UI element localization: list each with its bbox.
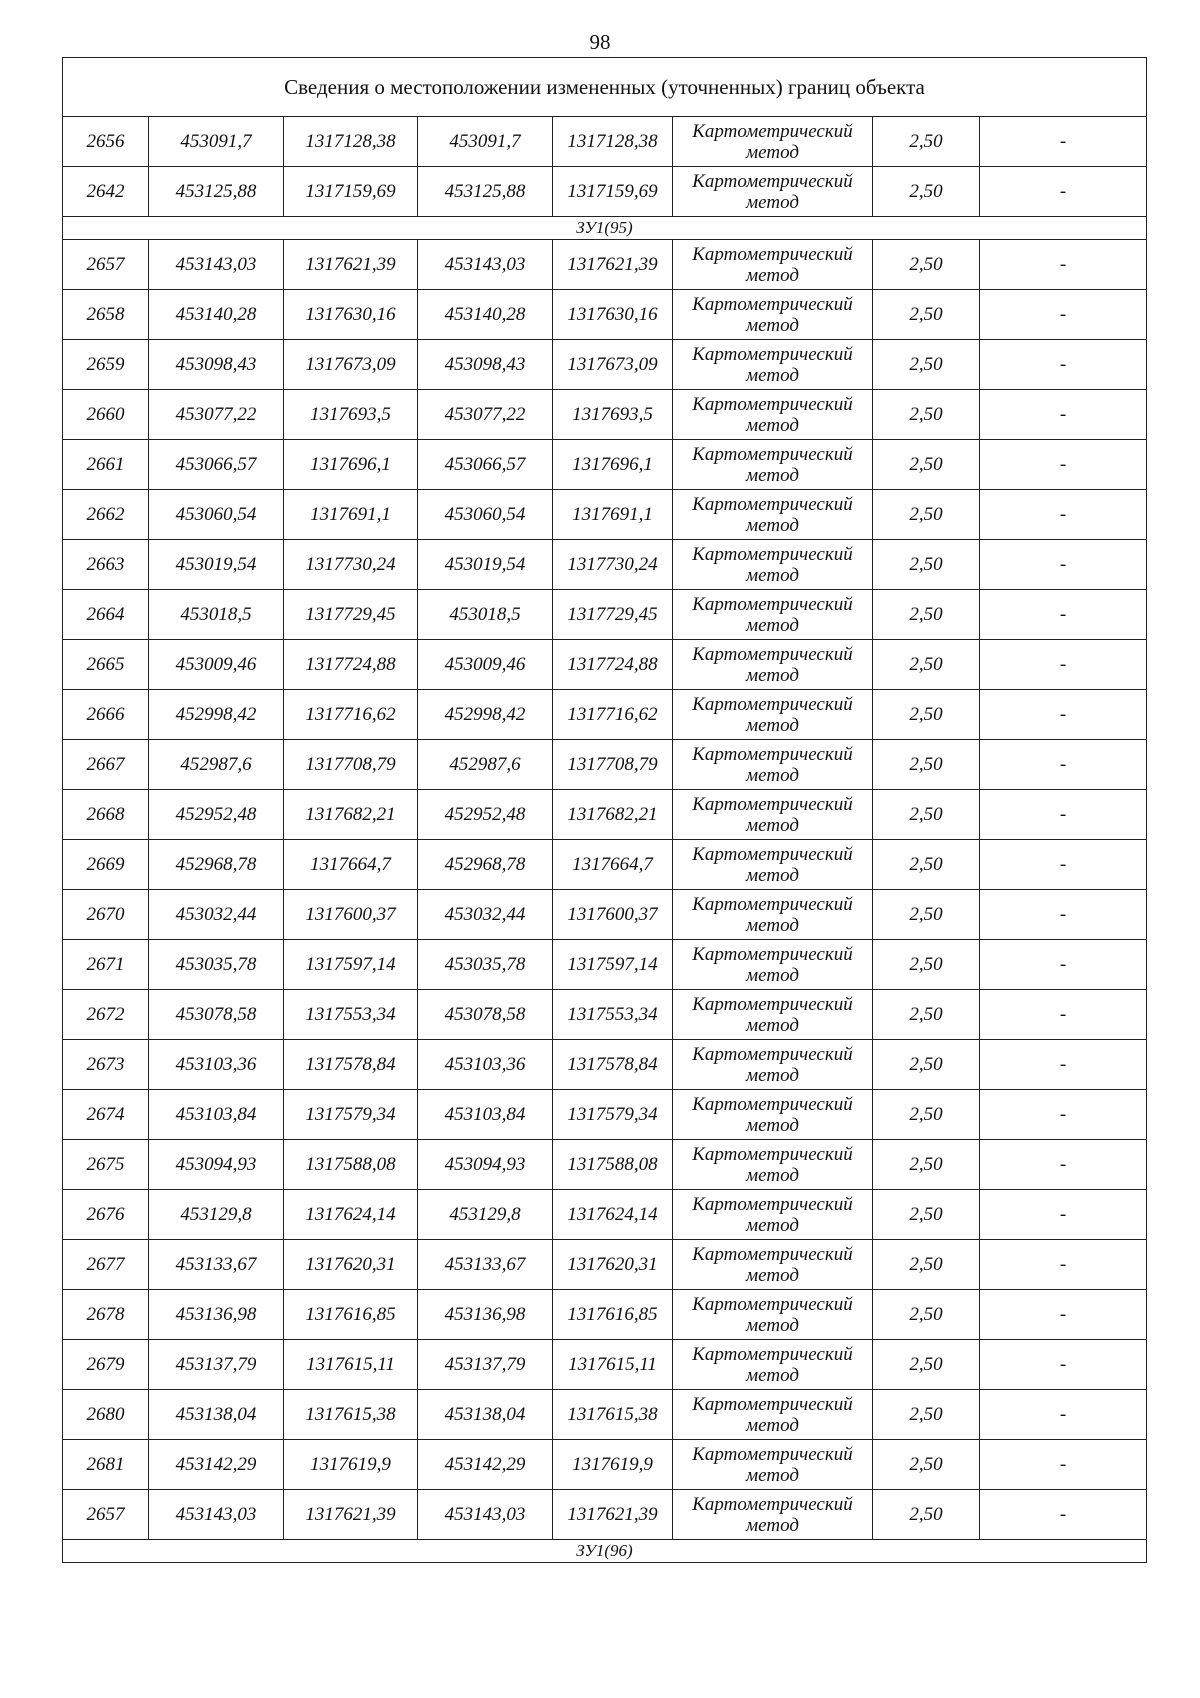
point-number-cell: 2674 — [63, 1090, 149, 1140]
accuracy-cell: 2,50 — [873, 340, 980, 390]
x-refined-cell: 453032,44 — [418, 890, 553, 940]
x-refined-cell: 452952,48 — [418, 790, 553, 840]
point-number-cell: 2662 — [63, 490, 149, 540]
accuracy-cell: 2,50 — [873, 590, 980, 640]
description-cell: - — [980, 1290, 1147, 1340]
page-number: 98 — [589, 30, 611, 54]
x-existing-cell: 453035,78 — [149, 940, 284, 990]
table-title: Сведения о местоположении измененных (уточненных) границ объекта — [63, 58, 1147, 117]
y-existing-cell: 1317724,88 — [284, 640, 418, 690]
determination-method-cell: Картометрический метод — [673, 840, 873, 890]
determination-method-cell: Картометрический метод — [673, 117, 873, 167]
x-existing-cell: 453140,28 — [149, 290, 284, 340]
point-number-cell: 2657 — [63, 240, 149, 290]
y-refined-cell: 1317724,88 — [553, 640, 673, 690]
determination-method-cell: Картометрический метод — [673, 540, 873, 590]
table-row — [63, 540, 1147, 590]
description-cell: - — [980, 340, 1147, 390]
y-existing-cell: 1317600,37 — [284, 890, 418, 940]
table-row — [63, 840, 1147, 890]
y-existing-cell: 1317159,69 — [284, 167, 418, 217]
table-row — [63, 640, 1147, 690]
accuracy-cell: 2,50 — [873, 1440, 980, 1490]
accuracy-cell: 2,50 — [873, 990, 980, 1040]
determination-method-cell: Картометрический метод — [673, 590, 873, 640]
point-number-cell: 2680 — [63, 1390, 149, 1440]
table-row — [63, 790, 1147, 840]
y-refined-cell: 1317729,45 — [553, 590, 673, 640]
y-refined-cell: 1317578,84 — [553, 1040, 673, 1090]
y-refined-cell: 1317579,34 — [553, 1090, 673, 1140]
y-existing-cell: 1317624,14 — [284, 1190, 418, 1240]
x-refined-cell: 453133,67 — [418, 1240, 553, 1290]
accuracy-cell: 2,50 — [873, 117, 980, 167]
x-existing-cell: 453103,84 — [149, 1090, 284, 1140]
table-row — [63, 590, 1147, 640]
description-cell: - — [980, 290, 1147, 340]
x-existing-cell: 453019,54 — [149, 540, 284, 590]
x-refined-cell: 453136,98 — [418, 1290, 553, 1340]
y-refined-cell: 1317621,39 — [553, 1490, 673, 1540]
point-number-cell: 2679 — [63, 1340, 149, 1390]
y-existing-cell: 1317729,45 — [284, 590, 418, 640]
x-refined-cell: 452968,78 — [418, 840, 553, 890]
description-cell: - — [980, 890, 1147, 940]
x-refined-cell: 453091,7 — [418, 117, 553, 167]
y-existing-cell: 1317730,24 — [284, 540, 418, 590]
point-number-cell: 2672 — [63, 990, 149, 1040]
table-row — [63, 1240, 1147, 1290]
point-number-cell: 2663 — [63, 540, 149, 590]
section-label: ЗУ1(95) — [63, 217, 1147, 240]
description-cell: - — [980, 117, 1147, 167]
y-refined-cell: 1317630,16 — [553, 290, 673, 340]
point-number-cell: 2642 — [63, 167, 149, 217]
y-existing-cell: 1317621,39 — [284, 1490, 418, 1540]
y-refined-cell: 1317615,38 — [553, 1390, 673, 1440]
point-number-cell: 2677 — [63, 1240, 149, 1290]
point-number-cell: 2678 — [63, 1290, 149, 1340]
description-cell: - — [980, 1190, 1147, 1240]
determination-method-cell: Картометрический метод — [673, 1390, 873, 1440]
point-number-cell: 2659 — [63, 340, 149, 390]
table-row — [63, 290, 1147, 340]
point-number-cell: 2671 — [63, 940, 149, 990]
y-refined-cell: 1317708,79 — [553, 740, 673, 790]
x-existing-cell: 453103,36 — [149, 1040, 284, 1090]
determination-method-cell: Картометрический метод — [673, 490, 873, 540]
x-existing-cell: 453091,7 — [149, 117, 284, 167]
y-refined-cell: 1317615,11 — [553, 1340, 673, 1390]
point-number-cell: 2660 — [63, 390, 149, 440]
determination-method-cell: Картометрический метод — [673, 1040, 873, 1090]
x-existing-cell: 453009,46 — [149, 640, 284, 690]
accuracy-cell: 2,50 — [873, 690, 980, 740]
table-row — [63, 1440, 1147, 1490]
determination-method-cell: Картометрический метод — [673, 1090, 873, 1140]
determination-method-cell: Картометрический метод — [673, 890, 873, 940]
x-existing-cell: 453077,22 — [149, 390, 284, 440]
boundary-coordinates-table — [62, 57, 1147, 1563]
x-refined-cell: 453143,03 — [418, 1490, 553, 1540]
description-cell: - — [980, 590, 1147, 640]
accuracy-cell: 2,50 — [873, 390, 980, 440]
table-row — [63, 240, 1147, 290]
point-number-cell: 2664 — [63, 590, 149, 640]
y-refined-cell: 1317616,85 — [553, 1290, 673, 1340]
x-refined-cell: 453142,29 — [418, 1440, 553, 1490]
x-refined-cell: 453137,79 — [418, 1340, 553, 1390]
determination-method-cell: Картометрический метод — [673, 990, 873, 1040]
accuracy-cell: 2,50 — [873, 540, 980, 590]
x-existing-cell: 453142,29 — [149, 1440, 284, 1490]
y-existing-cell: 1317696,1 — [284, 440, 418, 490]
determination-method-cell: Картометрический метод — [673, 1240, 873, 1290]
y-existing-cell: 1317708,79 — [284, 740, 418, 790]
x-existing-cell: 453060,54 — [149, 490, 284, 540]
determination-method-cell: Картометрический метод — [673, 290, 873, 340]
table-row — [63, 1190, 1147, 1240]
x-existing-cell: 453018,5 — [149, 590, 284, 640]
determination-method-cell: Картометрический метод — [673, 167, 873, 217]
table-row — [63, 740, 1147, 790]
determination-method-cell: Картометрический метод — [673, 790, 873, 840]
y-existing-cell: 1317621,39 — [284, 240, 418, 290]
accuracy-cell: 2,50 — [873, 790, 980, 840]
description-cell: - — [980, 1390, 1147, 1440]
table-row — [63, 1490, 1147, 1540]
description-cell: - — [980, 840, 1147, 890]
x-refined-cell: 453060,54 — [418, 490, 553, 540]
table-row — [63, 990, 1147, 1040]
y-refined-cell: 1317128,38 — [553, 117, 673, 167]
determination-method-cell: Картометрический метод — [673, 1140, 873, 1190]
table-row — [63, 1040, 1147, 1090]
description-cell: - — [980, 1340, 1147, 1390]
x-refined-cell: 452998,42 — [418, 690, 553, 740]
table-row — [63, 1340, 1147, 1390]
x-refined-cell: 453019,54 — [418, 540, 553, 590]
point-number-cell: 2675 — [63, 1140, 149, 1190]
determination-method-cell: Картометрический метод — [673, 640, 873, 690]
accuracy-cell: 2,50 — [873, 1290, 980, 1340]
x-refined-cell: 453129,8 — [418, 1190, 553, 1240]
table-row — [63, 1290, 1147, 1340]
section-row — [63, 1540, 1147, 1563]
y-refined-cell: 1317620,31 — [553, 1240, 673, 1290]
description-cell: - — [980, 1040, 1147, 1090]
description-cell: - — [980, 990, 1147, 1040]
y-refined-cell: 1317664,7 — [553, 840, 673, 890]
x-refined-cell: 453138,04 — [418, 1390, 553, 1440]
y-existing-cell: 1317693,5 — [284, 390, 418, 440]
determination-method-cell: Картометрический метод — [673, 440, 873, 490]
y-refined-cell: 1317693,5 — [553, 390, 673, 440]
point-number-cell: 2656 — [63, 117, 149, 167]
description-cell: - — [980, 240, 1147, 290]
accuracy-cell: 2,50 — [873, 240, 980, 290]
table-row — [63, 490, 1147, 540]
determination-method-cell: Картометрический метод — [673, 240, 873, 290]
y-refined-cell: 1317597,14 — [553, 940, 673, 990]
x-refined-cell: 453103,36 — [418, 1040, 553, 1090]
description-cell: - — [980, 540, 1147, 590]
x-refined-cell: 453094,93 — [418, 1140, 553, 1190]
determination-method-cell: Картометрический метод — [673, 1440, 873, 1490]
point-number-cell: 2669 — [63, 840, 149, 890]
x-existing-cell: 452968,78 — [149, 840, 284, 890]
accuracy-cell: 2,50 — [873, 1240, 980, 1290]
description-cell: - — [980, 167, 1147, 217]
description-cell: - — [980, 1090, 1147, 1140]
x-existing-cell: 453129,8 — [149, 1190, 284, 1240]
description-cell: - — [980, 490, 1147, 540]
x-existing-cell: 453133,67 — [149, 1240, 284, 1290]
determination-method-cell: Картометрический метод — [673, 340, 873, 390]
y-existing-cell: 1317615,11 — [284, 1340, 418, 1390]
y-refined-cell: 1317730,24 — [553, 540, 673, 590]
accuracy-cell: 2,50 — [873, 740, 980, 790]
accuracy-cell: 2,50 — [873, 290, 980, 340]
accuracy-cell: 2,50 — [873, 840, 980, 890]
y-existing-cell: 1317716,62 — [284, 690, 418, 740]
accuracy-cell: 2,50 — [873, 1040, 980, 1090]
y-existing-cell: 1317673,09 — [284, 340, 418, 390]
x-refined-cell: 453143,03 — [418, 240, 553, 290]
x-existing-cell: 453137,79 — [149, 1340, 284, 1390]
description-cell: - — [980, 940, 1147, 990]
x-existing-cell: 453094,93 — [149, 1140, 284, 1190]
point-number-cell: 2661 — [63, 440, 149, 490]
table-row — [63, 167, 1147, 217]
y-existing-cell: 1317630,16 — [284, 290, 418, 340]
point-number-cell: 2673 — [63, 1040, 149, 1090]
y-existing-cell: 1317579,34 — [284, 1090, 418, 1140]
description-cell: - — [980, 640, 1147, 690]
y-existing-cell: 1317615,38 — [284, 1390, 418, 1440]
x-existing-cell: 453138,04 — [149, 1390, 284, 1440]
x-existing-cell: 453143,03 — [149, 1490, 284, 1540]
determination-method-cell: Картометрический метод — [673, 1340, 873, 1390]
x-existing-cell: 453032,44 — [149, 890, 284, 940]
table-row — [63, 340, 1147, 390]
accuracy-cell: 2,50 — [873, 490, 980, 540]
table-row — [63, 1390, 1147, 1440]
accuracy-cell: 2,50 — [873, 167, 980, 217]
y-existing-cell: 1317128,38 — [284, 117, 418, 167]
y-existing-cell: 1317597,14 — [284, 940, 418, 990]
point-number-cell: 2665 — [63, 640, 149, 690]
x-refined-cell: 453077,22 — [418, 390, 553, 440]
determination-method-cell: Картометрический метод — [673, 1190, 873, 1240]
table-row — [63, 390, 1147, 440]
y-refined-cell: 1317691,1 — [553, 490, 673, 540]
accuracy-cell: 2,50 — [873, 890, 980, 940]
x-existing-cell: 453125,88 — [149, 167, 284, 217]
determination-method-cell: Картометрический метод — [673, 690, 873, 740]
y-existing-cell: 1317691,1 — [284, 490, 418, 540]
table-row — [63, 940, 1147, 990]
x-refined-cell: 453098,43 — [418, 340, 553, 390]
x-existing-cell: 453143,03 — [149, 240, 284, 290]
point-number-cell: 2670 — [63, 890, 149, 940]
table-title-row — [63, 58, 1147, 117]
determination-method-cell: Картометрический метод — [673, 740, 873, 790]
x-refined-cell: 453125,88 — [418, 167, 553, 217]
y-existing-cell: 1317553,34 — [284, 990, 418, 1040]
table-row — [63, 1090, 1147, 1140]
x-existing-cell: 452952,48 — [149, 790, 284, 840]
x-existing-cell: 453078,58 — [149, 990, 284, 1040]
x-existing-cell: 453066,57 — [149, 440, 284, 490]
point-number-cell: 2658 — [63, 290, 149, 340]
accuracy-cell: 2,50 — [873, 1090, 980, 1140]
x-refined-cell: 453035,78 — [418, 940, 553, 990]
x-refined-cell: 453078,58 — [418, 990, 553, 1040]
determination-method-cell: Картометрический метод — [673, 390, 873, 440]
y-existing-cell: 1317664,7 — [284, 840, 418, 890]
point-number-cell: 2667 — [63, 740, 149, 790]
x-refined-cell: 453103,84 — [418, 1090, 553, 1140]
point-number-cell: 2676 — [63, 1190, 149, 1240]
point-number-cell: 2657 — [63, 1490, 149, 1540]
y-refined-cell: 1317624,14 — [553, 1190, 673, 1240]
table-row — [63, 690, 1147, 740]
y-refined-cell: 1317600,37 — [553, 890, 673, 940]
section-row — [63, 217, 1147, 240]
accuracy-cell: 2,50 — [873, 1340, 980, 1390]
x-existing-cell: 452998,42 — [149, 690, 284, 740]
description-cell: - — [980, 1240, 1147, 1290]
accuracy-cell: 2,50 — [873, 1490, 980, 1540]
x-refined-cell: 452987,6 — [418, 740, 553, 790]
accuracy-cell: 2,50 — [873, 440, 980, 490]
table-row — [63, 890, 1147, 940]
description-cell: - — [980, 390, 1147, 440]
table-row — [63, 117, 1147, 167]
accuracy-cell: 2,50 — [873, 1390, 980, 1440]
y-refined-cell: 1317621,39 — [553, 240, 673, 290]
accuracy-cell: 2,50 — [873, 1190, 980, 1240]
x-refined-cell: 453066,57 — [418, 440, 553, 490]
x-existing-cell: 453136,98 — [149, 1290, 284, 1340]
description-cell: - — [980, 1490, 1147, 1540]
point-number-cell: 2668 — [63, 790, 149, 840]
y-refined-cell: 1317553,34 — [553, 990, 673, 1040]
y-refined-cell: 1317716,62 — [553, 690, 673, 740]
y-refined-cell: 1317696,1 — [553, 440, 673, 490]
accuracy-cell: 2,50 — [873, 640, 980, 690]
y-existing-cell: 1317682,21 — [284, 790, 418, 840]
description-cell: - — [980, 740, 1147, 790]
y-refined-cell: 1317619,9 — [553, 1440, 673, 1490]
y-existing-cell: 1317619,9 — [284, 1440, 418, 1490]
section-label: ЗУ1(96) — [63, 1540, 1147, 1563]
x-existing-cell: 452987,6 — [149, 740, 284, 790]
y-existing-cell: 1317616,85 — [284, 1290, 418, 1340]
description-cell: - — [980, 440, 1147, 490]
determination-method-cell: Картометрический метод — [673, 940, 873, 990]
point-number-cell: 2681 — [63, 1440, 149, 1490]
y-refined-cell: 1317682,21 — [553, 790, 673, 840]
y-refined-cell: 1317588,08 — [553, 1140, 673, 1190]
x-refined-cell: 453009,46 — [418, 640, 553, 690]
y-refined-cell: 1317159,69 — [553, 167, 673, 217]
accuracy-cell: 2,50 — [873, 940, 980, 990]
table-row — [63, 440, 1147, 490]
y-existing-cell: 1317578,84 — [284, 1040, 418, 1090]
x-existing-cell: 453098,43 — [149, 340, 284, 390]
y-existing-cell: 1317588,08 — [284, 1140, 418, 1190]
point-number-cell: 2666 — [63, 690, 149, 740]
description-cell: - — [980, 1440, 1147, 1490]
description-cell: - — [980, 690, 1147, 740]
y-existing-cell: 1317620,31 — [284, 1240, 418, 1290]
table-row — [63, 1140, 1147, 1190]
x-refined-cell: 453018,5 — [418, 590, 553, 640]
accuracy-cell: 2,50 — [873, 1140, 980, 1190]
y-refined-cell: 1317673,09 — [553, 340, 673, 390]
description-cell: - — [980, 1140, 1147, 1190]
x-refined-cell: 453140,28 — [418, 290, 553, 340]
description-cell: - — [980, 790, 1147, 840]
determination-method-cell: Картометрический метод — [673, 1490, 873, 1540]
determination-method-cell: Картометрический метод — [673, 1290, 873, 1340]
